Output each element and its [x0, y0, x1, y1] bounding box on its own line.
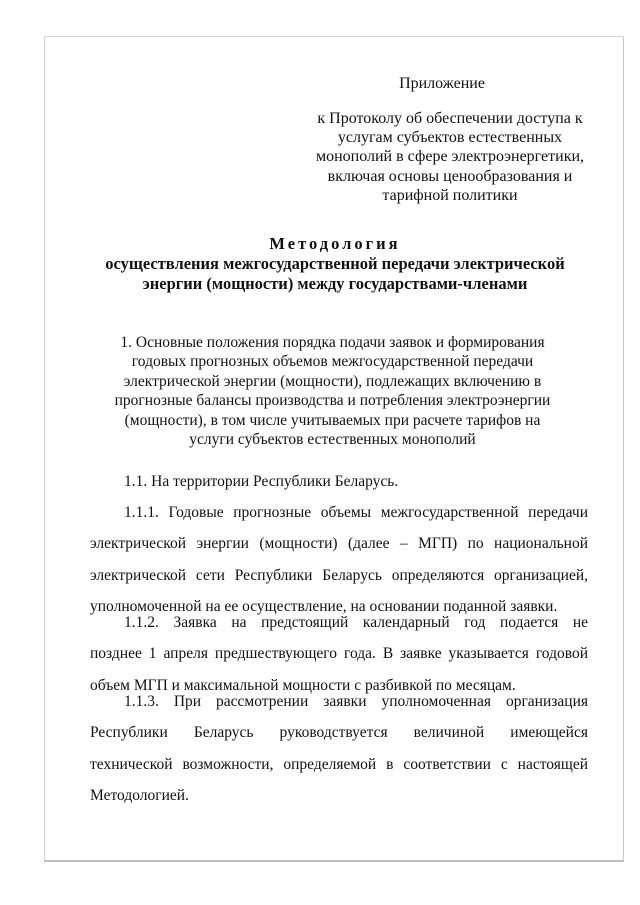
section-heading: [80, 333, 585, 449]
paragraph-line: уполномоченной на ее осуществление, на основании поданной заявки.: [90, 597, 558, 615]
paragraph-1-1-3: [90, 686, 588, 811]
paragraph-line: электрической сети Республики Беларусь определяются организацией,: [90, 566, 588, 584]
paragraph-line: позднее 1 апреля предшествующего года. В заявке указывается годовой: [90, 645, 588, 663]
document-title-subtitle: [80, 254, 590, 294]
section-heading-line: прогнозные балансы производства и потребления электроэнергии: [114, 392, 551, 410]
paragraph-line: 1.1. На территории Республики Беларусь.: [124, 473, 399, 490]
paragraph-1-1: [90, 466, 588, 497]
annex-line: услугам субъектов естественных: [337, 129, 563, 147]
paragraph-line: Республики Беларусь руководствуется величиной имеющейся: [90, 724, 588, 742]
section-heading-line: услуги субъектов естественных монополий: [189, 431, 476, 449]
annex-title: Приложение: [399, 75, 485, 92]
paragraph-1-1-1: [90, 497, 588, 622]
annex-line: тарифной политики: [382, 186, 518, 204]
section-heading-line: 1. Основные положения порядка подачи заявок и формирования: [120, 334, 545, 351]
annex-reference: [300, 109, 600, 205]
paragraph-line: 1.1.2. Заявка на предстоящий календарный год подается не: [124, 614, 588, 631]
document-title-line: энергии (мощности) между государствами-членами: [142, 274, 528, 293]
section-heading-line: электрической энергии (мощности), подлежащих включению в: [123, 372, 542, 390]
paragraph-line: технической возможности, определяемой в соответствии с настоящей: [90, 755, 588, 773]
document-title-line: осуществления межгосударственной передачи электрической: [105, 254, 565, 273]
document-title-main: Методология: [269, 234, 401, 253]
paragraph-line: электрической энергии (мощности) (далее – МГП) по национальной: [90, 535, 588, 553]
annex-line: монополий в сфере электроэнергетики,: [315, 148, 585, 166]
section-heading-line: (мощности), в том числе учитываемых при расчете тарифов на: [124, 411, 541, 429]
paragraph-line: 1.1.1. Годовые прогнозные объемы межгосударственной передачи: [124, 504, 588, 521]
annex-line: включая основы ценообразования и: [327, 167, 573, 185]
document-title: [80, 234, 590, 294]
section-heading-line: годовых прогнозных объемов межгосударственной передачи: [131, 353, 534, 371]
paragraph-line: 1.1.3. При рассмотрении заявки уполномоченная организация: [124, 693, 588, 710]
paragraph-line: объем МГП и максимальной мощности с разбивкой по месяцам.: [90, 676, 516, 694]
paragraph-line: Методологией.: [90, 786, 189, 804]
annex-line: к Протоколу об обеспечении доступа к: [317, 110, 583, 127]
